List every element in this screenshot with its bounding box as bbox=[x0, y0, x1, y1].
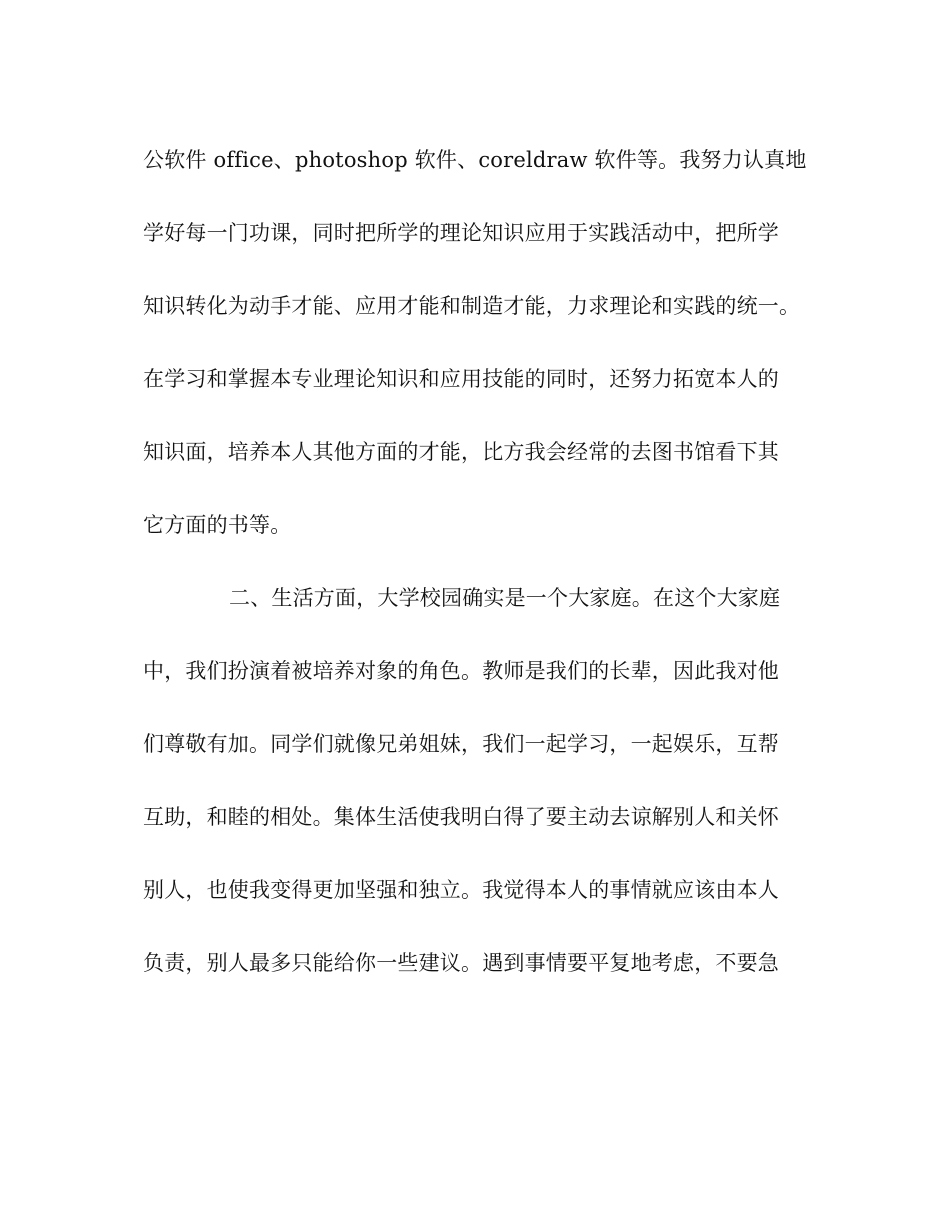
text-line: 互助，和睦的相处。集体生活使我明白得了要主动去谅解别人和关怀 bbox=[143, 805, 779, 829]
text-line: 负责，别人最多只能给你一些建议。遇到事情要平复地考虑，不要急 bbox=[143, 951, 779, 975]
text-line: 别人，也使我变得更加坚强和独立。我觉得本人的事情就应该由本人 bbox=[143, 878, 779, 902]
text-line: 知识转化为动手才能、应用才能和制造才能，力求理论和实践的统一。 bbox=[143, 294, 801, 318]
section-heading-line: 二、生活方面，大学校园确实是一个大家庭。在这个大家庭 bbox=[229, 586, 781, 610]
text-line: 中，我们扮演着被培养对象的角色。教师是我们的长辈，因此我对他 bbox=[143, 659, 779, 683]
text-line: 学好每一门功课，同时把所学的理论知识应用于实践活动中，把所学 bbox=[143, 221, 779, 245]
text-line: 公软件 office、photoshop 软件、coreldraw 软件等。我努力认真地 bbox=[143, 148, 807, 172]
text-line: 在学习和掌握本专业理论知识和应用技能的同时，还努力拓宽本人的 bbox=[143, 367, 779, 391]
text-line: 它方面的书等。 bbox=[143, 513, 292, 537]
text-line: 知识面，培养本人其他方面的才能，比方我会经常的去图书馆看下其 bbox=[143, 440, 779, 464]
text-line: 们尊敬有加。同学们就像兄弟姐妹，我们一起学习，一起娱乐，互帮 bbox=[143, 732, 779, 756]
body-text bbox=[143, 140, 823, 1016]
